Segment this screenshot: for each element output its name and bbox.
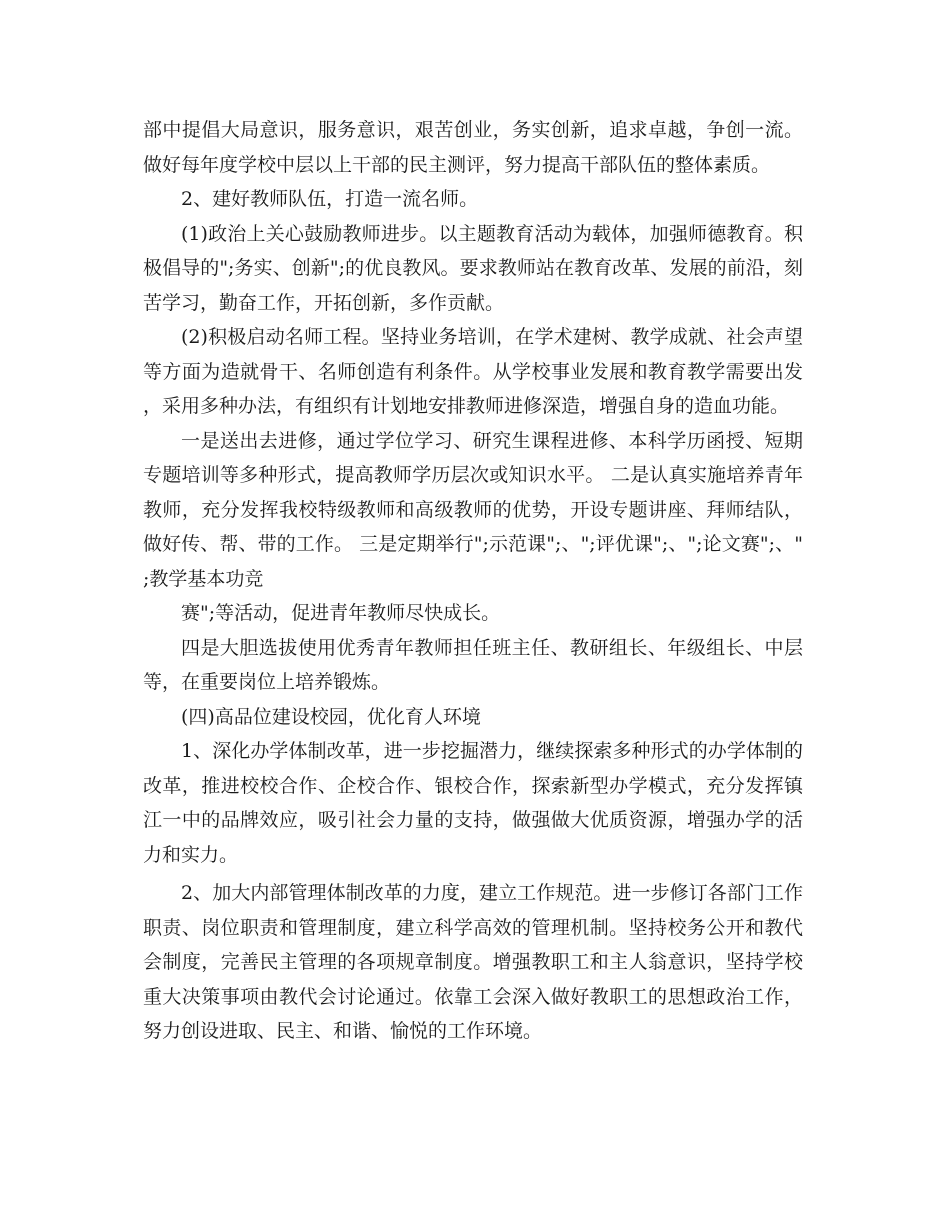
paragraph-teacher-team-heading: 2、建好教师队伍，打造一流名师。 <box>181 188 479 210</box>
document-body <box>143 113 803 1049</box>
paragraph-cadre-awareness: 部中提倡大局意识，服务意识，艰苦创业，务实创新，追求卓越，争创一流。做好每年度学校中层以上干部的民主测评，努力提高干部队伍的整体素质。 <box>143 119 803 176</box>
paragraph-competition-continuation: 赛";等活动，促进青年教师尽快成长。 <box>181 602 501 624</box>
paragraph-famous-teacher-project: (2)积极启动名师工程。坚持业务培训，在学术建树、教学成就、社会声望等方面为造就骨干、名师创造有利条件。从学校事业发展和教育教学需要出发，采用多种办法，有组织有计划地安排教师进修深造，增强自身的造血功能。 <box>143 326 803 417</box>
paragraph-political-care: (1)政治上关心鼓励教师进步。以主题教育活动为载体，加强师德教育。积极倡导的";务实、创新";的优良教风。要求教师站在教育改革、发展的前沿，刻苦学习，勤奋工作，开拓创新，多作贡献。 <box>143 222 803 314</box>
paragraph-internal-management-reform: 2、加大内部管理体制改革的力度，建立工作规范。进一步修订各部门工作职责、岗位职责和管理制度，建立科学高效的管理机制。坚持校务公开和教代会制度，完善民主管理的各项规章制度。增强教职工和主人翁意识，坚持学校重大决策事项由教代会讨论通过。依靠工会深入做好教职工的思想政治工作，努力创设进取、民主、和谐、愉悦的工作环境。 <box>143 882 803 1042</box>
paragraph-school-system-reform: 1、深化办学体制改革，进一步挖掘潜力，继续探索多种形式的办学体制的改革，推进校校合作、企校合作、银校合作，探索新型办学模式，充分发挥镇江一中的品牌效应，吸引社会力量的支持，做强做大优质资源，增强办学的活力和实力。 <box>143 740 803 866</box>
section-heading-campus-environment: (四)高品位建设校园，优化育人环境 <box>181 705 481 728</box>
paragraph-young-teacher-selection: 四是大胆选拔使用优秀青年教师担任班主任、教研组长、年级组长、中层等，在重要岗位上培养锻炼。 <box>143 636 803 693</box>
paragraph-training-methods: 一是送出去进修，通过学位学习、研究生课程进修、本科学历函授、短期专题培训等多种形式，提高教师学历层次或知识水平。 二是认真实施培养青年教师，充分发挥我校特级教师和高级教师的优势，开设专题讲座、拜师结队，做好传、帮、带的工作。 三是定期举行";示范课";、";评优课";、";论文赛";、";教学基本功竞 <box>143 429 803 590</box>
